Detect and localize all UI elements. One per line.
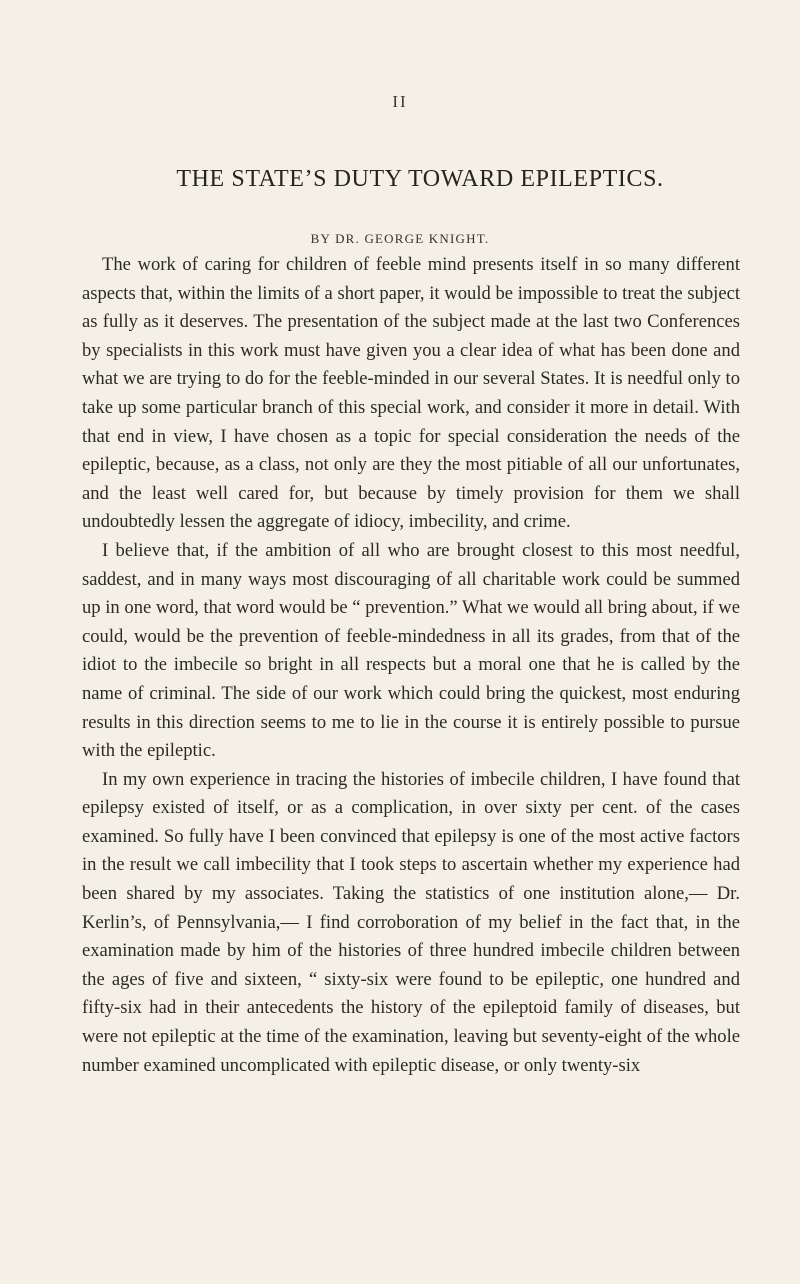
paragraph: The work of caring for children of feeble mind presents itself in so many different aspects that, within the limits of a short paper, it would be impossible to treat the subject as fully as it deserves. The presentation of the subject made at the last two Conferences by specialists in this work must have given you a clear idea of what has been done and what we are trying to do for the feeble-minded in our several States. It is needful only to take up some particular branch of this special work, and consider it more in detail. With that end in view, I have chosen as a topic for special consideration the needs of the epileptic, because, as a class, not only are they the most pitiable of all our unfortunates, and the least well cared for, but because by timely provision for them we shall undoubtedly lessen the aggregate of idiocy, imbecility, and crime. [82,254,740,533]
paragraph: I believe that, if the ambition of all who are brought closest to this most needful, saddest, and in many ways most discouraging of all charitable work could be summed up in one word, that word would be “ prevention.” What we would all bring about, if we could, would be the prevention of feeble-mindedness in all its grades, from that of the idiot to the imbecile so bright in all respects but a moral one that he is called by the name of criminal. The side of our work which could bring the quickest, most enduring results in this direction seems to me to lie in the course it is entirely possible to pursue with the epileptic. [82,539,740,762]
page-number: II [392,92,408,111]
article-body [82,251,740,1080]
article-title: THE STATE’S DUTY TOWARD EPILEPTICS. [176,166,664,192]
author-byline: BY DR. GEORGE KNIGHT. [310,231,490,246]
paragraph: In my own experience in tracing the histories of imbecile children, I have found that epilepsy existed of itself, or as a complication, in over sixty per cent. of the cases examined. So fully have I been convinced that epilepsy is one of the most active factors in the result we call imbecility that I took steps to ascertain whether my experience had been shared by my associates. Taking the statistics of one institution alone,— Dr. Kerlin’s, of Pennsylvania,— I find corroboration of my belief in the fact that, in the examination made by him of the histories of three hundred imbecile children between the ages of five and sixteen, “ sixty-six were found to be epileptic, one hundred and fifty-six had in their antecedents the history of the epileptoid family of diseases, but were not epileptic at the time of the examination, leaving but seventy-eight of the whole number examined uncomplicated with epileptic disease, or only twenty-six [82,768,740,1076]
